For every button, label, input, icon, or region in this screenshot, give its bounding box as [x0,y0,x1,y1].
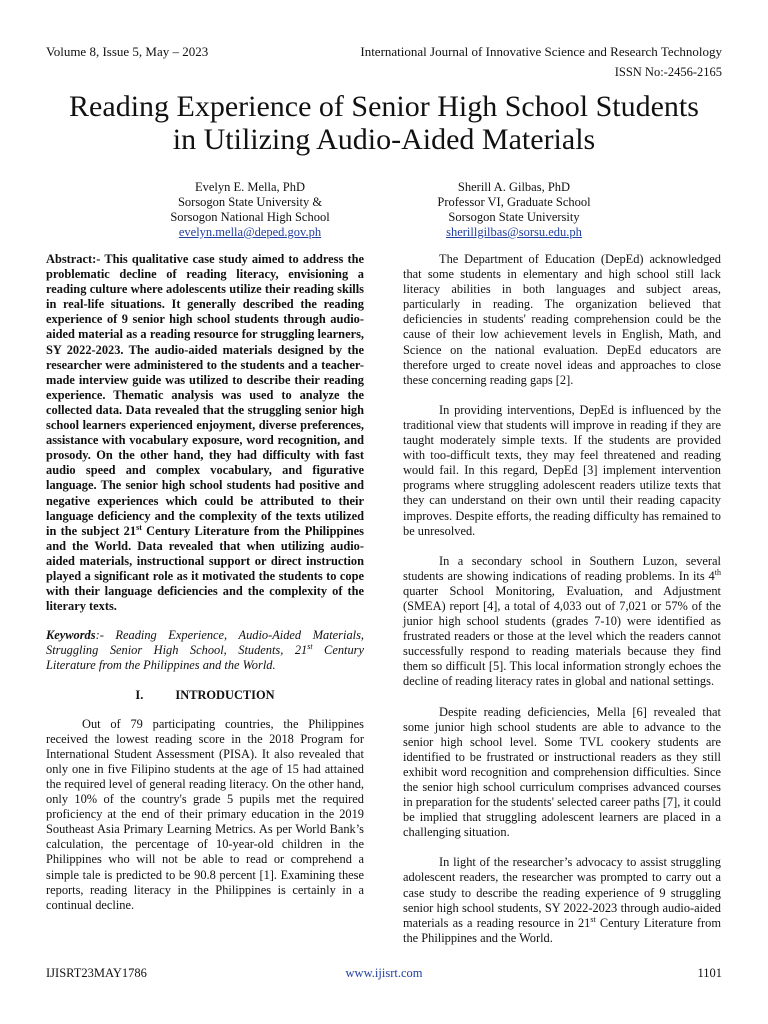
volume-issue: Volume 8, Issue 5, May – 2023 [46,44,209,59]
left-column [46,252,364,913]
right-column [403,252,721,946]
author-email-link[interactable]: sherillgilbas@sorsu.edu.ph [446,225,582,239]
body-paragraph: The Department of Education (DepEd) acknowledged that some students in elementary and high school still lack literacy abilities in both languages and subject areas, particularly in reading. The organization believed that deficiencies in students' reading comprehension could be the cause of their low achievement levels in English, Math, and Science on the national evaluation. DepEd educators are therefore urged to create novel ideas and approaches to close these concerning reading gaps [2]. [403,252,721,387]
author-email-link[interactable]: evelyn.mella@deped.gov.ph [178,225,322,239]
paper-id: IJISRT23MAY1786 [46,966,147,980]
author-name: Sherill A. Gilbas, PhD [457,180,571,194]
journal-url-link[interactable]: www.ijisrt.com [345,966,423,980]
author-affiliation: Professor VI, Graduate School [437,195,591,209]
author-affiliation: Sorsogon State University & [177,195,323,209]
section-number: I. [135,687,144,702]
body-paragraph: Despite reading deficiencies, Mella [6] revealed that some junior high school students are able to advance to the senior high school level. Some TVL cookery students are identified to be frustrated or instructional readers as they still exhibit word recognition and comprehension difficulties. Since the senior high school curriculum comprises advanced courses in preparation for the students' selected career paths [7], it could be implied that struggling adolescent learners are placed in a challenging situation. [403,704,721,840]
author-block-2 [364,180,664,240]
intro-paragraph: Out of 79 participating countries, the Philippines received the lowest reading score in the 2018 Program for International Student Assessment (PISA). It also revealed that only one in five Filipino students at the age of 15 had attained the required level of general reading literacy. On the other hand, only 10% of the country's grade 5 pupils met the required proficiency at the end of their primary education in the 2019 Southeast Asia Primary Learning Metrics. As per World Bank’s calculation, the percentage of 10-year-old children in the Philippines who will not be able to read or comprehend a simple tale is predicted to be 90.8 percent [1]. Examining these reports, reading literacy in the Philippines is certainly in a continual decline. [46,716,364,912]
author-name: Evelyn E. Mella, PhD [194,180,306,194]
body-paragraph: In a secondary school in Southern Luzon, several students are showing indications of reading problems. In its 4th quarter School Monitoring, Evaluation, and Adjustment (SMEA) report [4], a total of 4,033 out of 7,021 or 57% of the junior high school students (grades 7-10) were identified as frustrated readers or those at the level which the readers cannot successfully respond to reading materials because they find them so difficult [5]. This local information strongly echoes the decline of reading literacy rates in global and national settings. [403,553,721,689]
journal-name: International Journal of Innovative Science and Research Technology [360,44,722,59]
body-paragraph: In light of the researcher’s advocacy to assist struggling adolescent readers, the researcher was prompted to carry out a case study to describe the reading experience of 9 struggling senior high school students, SY 2022-2023 through audio-aided materials as a reading resource in 21st Century Literature from the Philippines and the World. [403,855,722,945]
title-line-1: Reading Experience of Senior High School Students [69,90,699,123]
paper-title [30,90,738,156]
keywords: Keywords:- Reading Experience, Audio-Aided Materials, Struggling Senior High School, Students, 21st Century Literature from the Philippines and the World. [46,628,364,673]
section-heading [46,688,364,703]
section-title: INTRODUCTION [175,687,275,702]
author-affiliation: Sorsogon State University [448,210,580,224]
page-number: 1101 [697,966,722,980]
author-affiliation: Sorsogon National High School [170,210,330,224]
title-line-2: in Utilizing Audio-Aided Materials [172,123,596,156]
body-paragraph: In providing interventions, DepEd is influenced by the traditional view that students will improve in reading if they are taught moderately simple texts. If the students are provided with too-difficult texts, they may feel threatened and reading would fail. In this regard, DepEd [3] implement intervention programs where struggling adolescent readers utilize texts that they can understand on their own until their reading capacity improves. Despite efforts, the reading difficulty has remained to be unresolved. [403,402,721,538]
author-block-1 [100,180,400,240]
issn: ISSN No:-2456-2165 [614,65,722,79]
abstract: Abstract:- This qualitative case study aimed to address the problematic decline of reading literacy, envisioning a reading culture where adolescents utilize their reading skills in real-life situations. It generally described the reading experience of 9 senior high school students through audio-aided material as a reading resource for struggling learners, SY 2022-2023. The audio-aided materials designed by the researcher were administered to the students and a teacher-made interview guide was utilized to describe their reading experience. Thematic analysis was used to analyze the collected data. Data revealed that the struggling senior high school learners experienced enjoyment, diverse preferences, assistance with vocabulary exposure, word recognition, and prosody. On the other hand, they had difficulty with fast audio speed and complex vocabulary, and figurative language. The senior high school students had positive and negative experiences which could be attributed to their language deficiency and the complexity of the texts utilized in the subject 21st Century Literature from the Philippines and the World. Data revealed that when utilizing audio-aided materials, instructional support or direct instruction played a significant role as it motivated the students to cope with their language deficiencies and the complexity of the literary texts. [46,252,365,614]
